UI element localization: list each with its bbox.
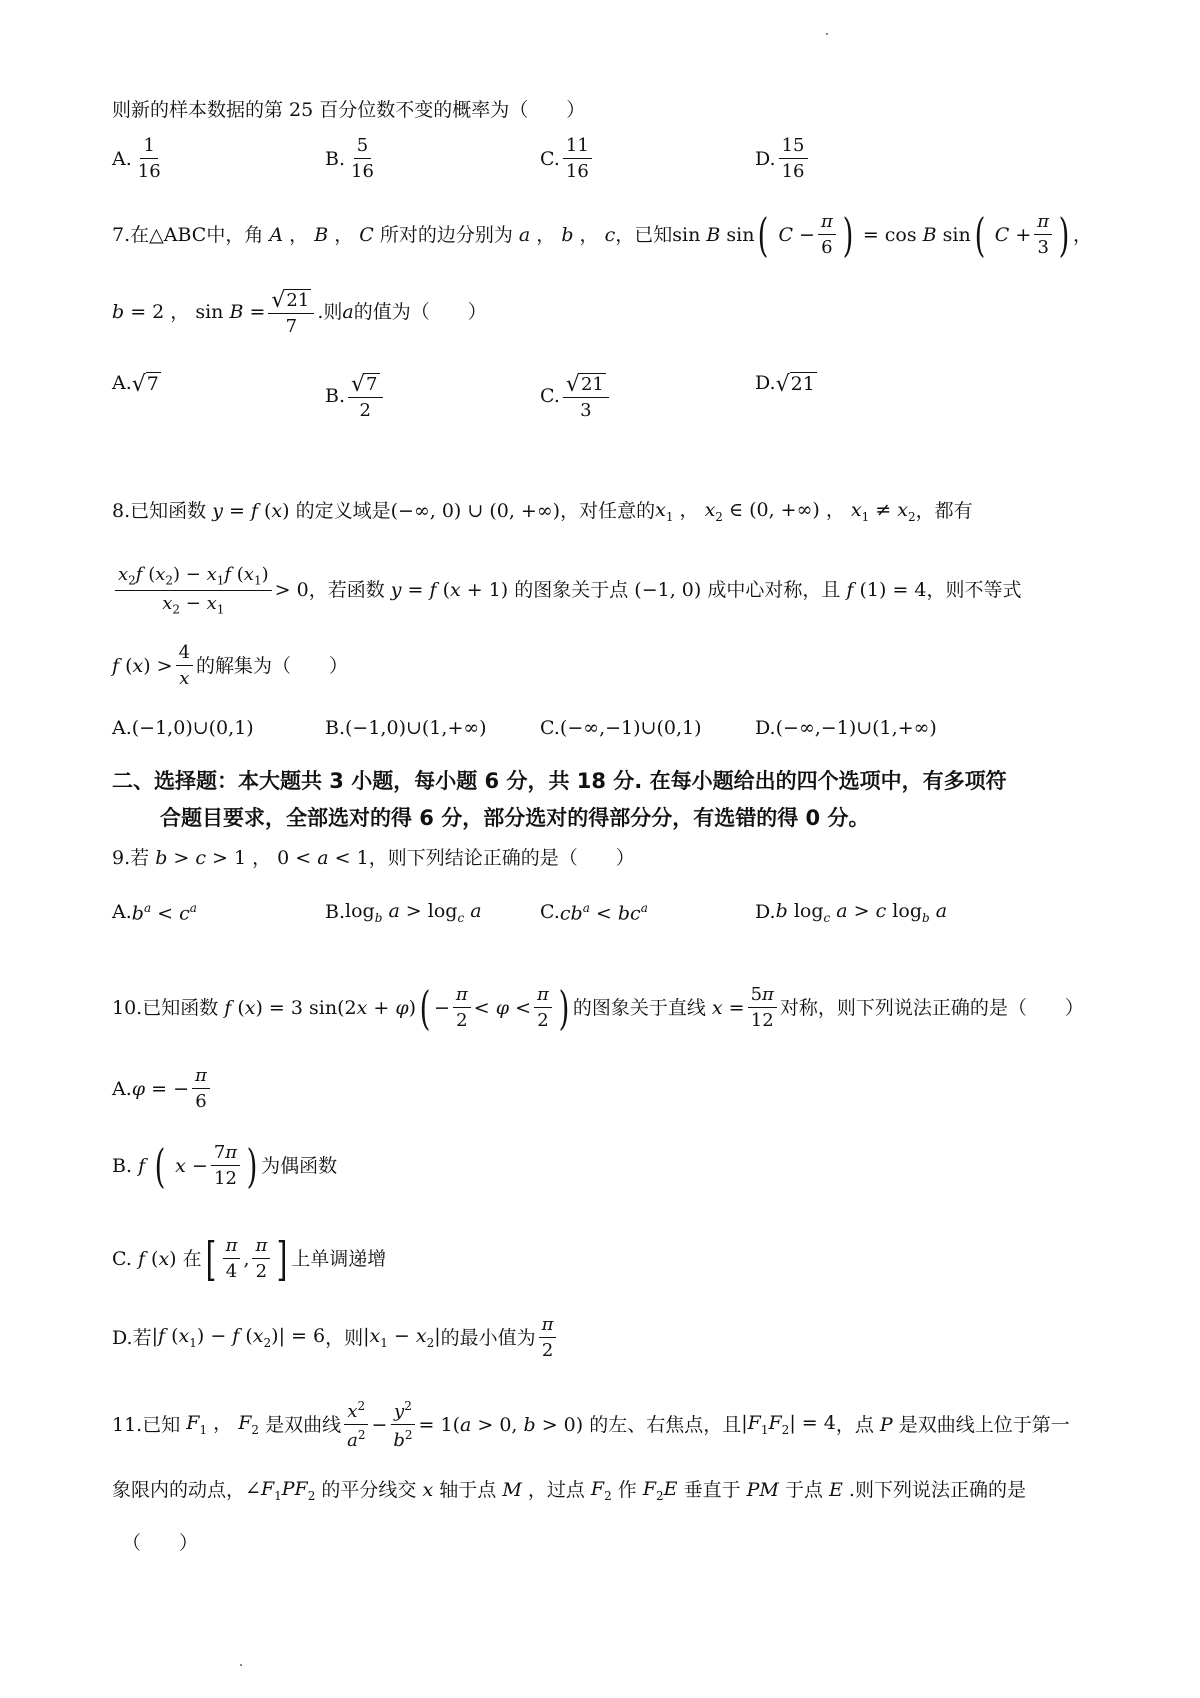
q8-option-d: D. (−∞,−1)∪(1,+∞) xyxy=(755,717,937,739)
section-heading: 二、选择题：本大题共 3 小题，每小题 6 分，共 18 分. 在每小题给出的四个选项中，有多项符 xyxy=(112,769,1007,793)
q10-option-d: D.若 |f $(x_1) - f$ $(x_2)| = 6$ ，则 $|x_1 - x_2|$ 的最小值为 $\frac{\pi}{2}$ xyxy=(112,1316,559,1360)
q7-option-a: A. √ 7 xyxy=(112,371,159,397)
q6-option-b: B. $\frac{5}{16}$ xyxy=(325,135,374,182)
q9-option-b: B. $\log_b a > \log_c a$ xyxy=(325,900,482,925)
q10-option-a: A. φ = − $\frac{\pi}{6}$ xyxy=(112,1067,213,1111)
q11-line-1: 11.已知 $F_1$ ， $F_2$ 是双曲线 $\frac{x^2}{a^2}$ − $\frac{y^2}{b^2}$ = 1(a > 0, b > 0) 的左、右焦点，且 $|F_1F_2| = 4$ ，点 P 是双曲线上位于第一 xyxy=(112,1399,1070,1451)
q9-stem: 9.若 b > c > 1 ， 0 < a < 1 ，则下列结论正确的是（ ） xyxy=(112,847,635,869)
q8-option-b: B. (−1,0)∪(1,+∞) xyxy=(325,717,487,739)
q8-option-c: C. (−∞,−1)∪(0,1) xyxy=(540,717,702,739)
q6-option-a: A. $\frac{1}{16}$ xyxy=(112,135,161,182)
q6-stem: 则新的样本数据的第 25 百分位数不变的概率为（ ） xyxy=(112,99,586,121)
q8-option-a: A. (−1,0)∪(0,1) xyxy=(112,717,254,739)
q8-line-3: f (x) > $\frac{4}{x}$ 的解集为（ ） xyxy=(112,642,349,689)
q7-line-2: b = 2 ， sin B = √ 21 7 .则 a 的值为（ ） xyxy=(112,288,487,337)
q7-line-1: 7.在△ABC中，角 A ， B ， C 所对的边分别为 a ， b ， c ，已知 sin B sin ( C − $\frac{\pi}{6}$ ) = cos B sin ( C + $\frac{\pi}{3}$ ) ， xyxy=(112,208,1093,262)
q6-option-d: D. $\frac{15}{16}$ xyxy=(755,137,811,181)
q9-option-c: C. $cb^a < bc^a$ xyxy=(540,901,648,925)
q9-option-a: A. $b^a < c^a$ xyxy=(112,901,197,925)
q10-option-b: B. f ( x − $\frac{7\pi}{12}$ ) 为偶函数 xyxy=(112,1139,338,1193)
q7-option-d: D. √ 21 xyxy=(755,371,815,397)
section-heading-line-2: 合题目要求，全部选对的得 6 分，部分选对的得部分分，有选错的得 0 分。 xyxy=(160,806,870,830)
q10-option-c: C. f (x) 在 [ $\frac{\pi}{4}$ , $\frac{\pi}{2}$ ] 上单调递增 xyxy=(112,1232,387,1286)
q7-option-c: C. √ 21 3 xyxy=(540,372,612,420)
q6-option-c: C. $\frac{11}{16}$ xyxy=(540,137,595,181)
q8-line-1: 8.已知函数 y = f (x) 的定义域是 (−∞, 0) ∪ (0, +∞) ，对任意的 $x_1$ ， $x_2$ ∈ (0, +∞) ， $x_1 \ne x_2$ ，都有 xyxy=(112,499,973,524)
scan-speck xyxy=(826,33,828,35)
q9-option-d: D. b $\log_c a > c$ $\log_b a$ xyxy=(755,900,948,925)
q11-line-3: （ ） xyxy=(122,1532,199,1554)
q10-stem: 10.已知函数 f (x) = 3 sin(2x + φ) ( − $\frac{\pi}{2}$ < φ < $\frac{\pi}{2}$ ) 的图象关于直线 x = $\frac{5\pi}{12}$ 对称，则下列说法正确的是（ ） xyxy=(112,981,1084,1035)
q7-option-b: B. √ 7 2 xyxy=(325,372,386,420)
q8-line-2: $\frac{x_2f (x_2) - x_1f (x_1)}{x_2 - x_1}$ > 0 ，若函数 y = f (x + 1) 的图象关于点 (−1, 0) 成中心对称，且 f (1) = 4 ，则不等式 xyxy=(112,566,1022,615)
q11-line-2: 象限内的动点， $\angle F_1PF_2$ 的平分线交 x 轴于点 M ，过点 $F_2$ 作 $F_2E$ 垂直于 PM 于点 E .则下列说法正确的是 xyxy=(112,1478,1026,1503)
scan-speck xyxy=(240,1664,242,1666)
